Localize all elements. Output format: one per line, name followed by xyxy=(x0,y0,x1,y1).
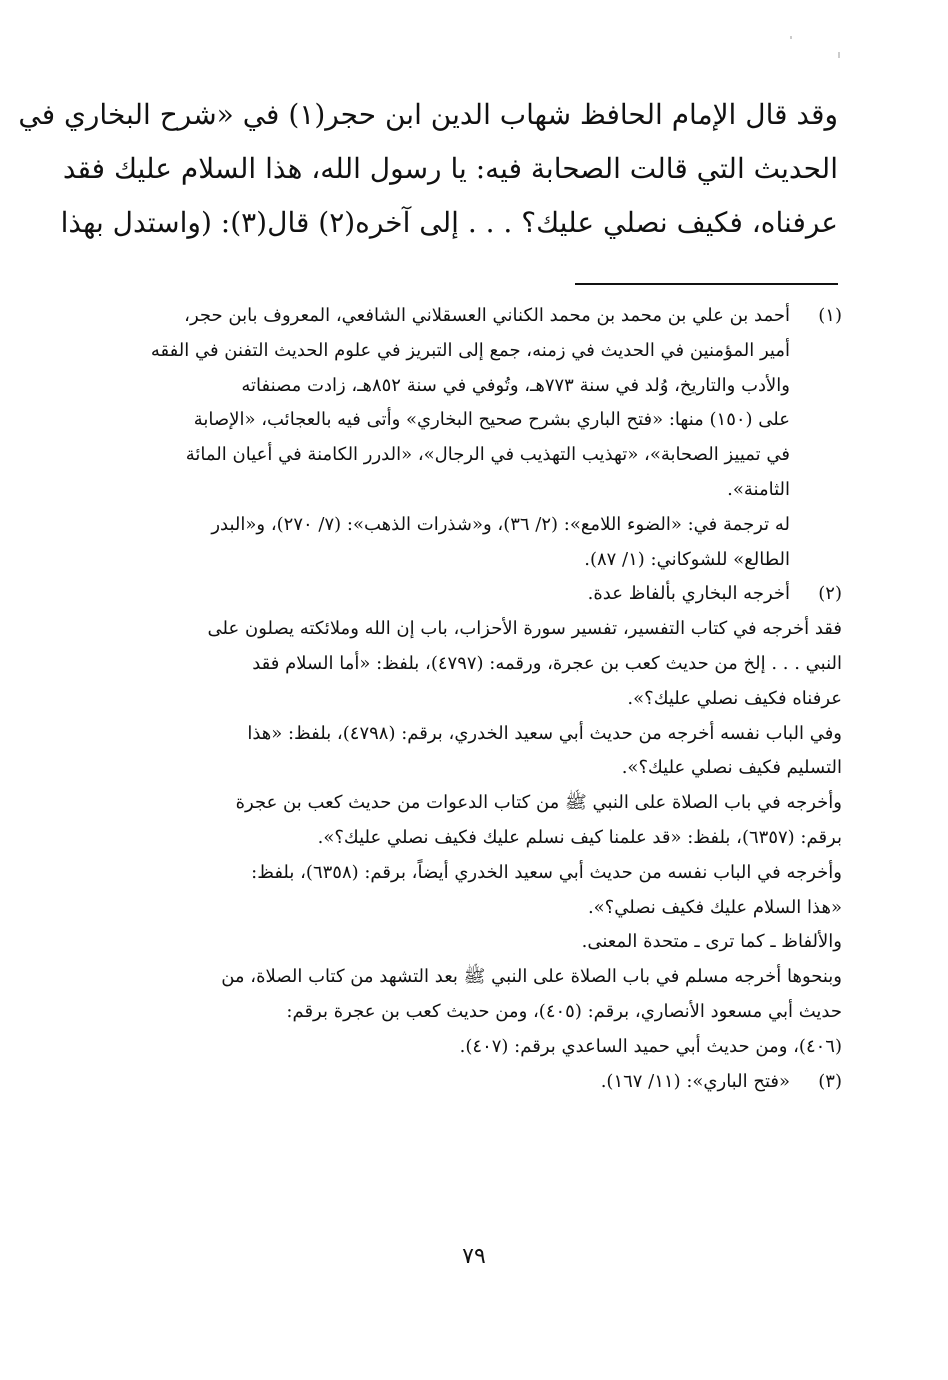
footnote-body xyxy=(108,1065,790,1100)
footnote-line: وأخرجه في باب الصلاة على النبي ﷺ من كتاب الدعوات من حديث كعب بن عجرة xyxy=(235,792,842,814)
footnote-1 xyxy=(108,299,842,508)
footnote-line: له ترجمة في: «الضوء اللامع»: (٢/ ٣٦)، و«شذرات الذهب»: (٧/ ٢٧٠)، و«البدر xyxy=(211,513,790,535)
main-body-text xyxy=(18,88,838,250)
footnote-line: فقد أخرجه في كتاب التفسير، تفسير سورة الأحزاب، باب إن الله وملائكته يصلون على xyxy=(207,618,842,640)
footnote-marker: (١) xyxy=(818,305,842,326)
footnote-line: (٤٠٦)، ومن حديث أبي حميد الساعدي برقم: (٤٠٧). xyxy=(459,1035,842,1057)
footnote-line: حديث أبي مسعود الأنصاري، برقم: (٤٠٥)، ومن حديث كعب بن عجرة برقم: xyxy=(286,1000,842,1022)
footnote-line: عرفناه فكيف نصلي عليك؟». xyxy=(627,687,842,709)
footnote-line: في تمييز الصحابة»، «تهذيب التهذيب في الرجال»، «الدرر الكامنة في أعيان المائة xyxy=(185,444,790,466)
scan-speck xyxy=(838,52,840,58)
footnote-line: الثامنة». xyxy=(727,478,790,500)
scan-speck xyxy=(790,36,792,39)
footnote-body xyxy=(108,577,790,612)
footnote-3 xyxy=(108,1065,842,1100)
footnote-line: «فتح الباري»: (١١/ ١٦٧). xyxy=(600,1070,790,1092)
footnote-line: النبي . . . إلخ من حديث كعب بن عجرة، ورقمه: (٤٧٩٧)، بلفظ: «أما السلام فقد xyxy=(252,652,842,674)
footnote-separator xyxy=(575,283,838,285)
footnote-line: وبنحوها أخرجه مسلم في باب الصلاة على النبي ﷺ بعد التشهد من كتاب الصلاة، من xyxy=(221,966,842,988)
main-text-line: عرفناه، فكيف نصلي عليك؟ . . . إلى آخره(٢) قال(٣): (واستدل بهذا xyxy=(60,206,838,239)
footnote-line: وفي الباب نفسه أخرجه من حديث أبي سعيد الخدري، برقم: (٤٧٩٨)، بلفظ: «هذا xyxy=(247,722,842,744)
footnote-line: أحمد بن علي بن محمد بن محمد الكناني العسقلاني الشافعي، المعروف بابن حجر، xyxy=(184,305,790,326)
main-text-line: الحديث التي قالت الصحابة فيه: يا رسول الله، هذا السلام عليك فقد xyxy=(62,152,838,185)
footnote-line: أمير المؤمنين في الحديث في زمنه، جمع إلى التبريز في علوم الحديث التفنن في الفقه xyxy=(150,339,790,361)
footnote-line: وأخرجه في الباب نفسه من حديث أبي سعيد الخدري أيضاً، برقم: (٦٣٥٨)، بلفظ: xyxy=(251,861,842,883)
footnote-line: على (١٥٠) منها: «فتح الباري بشرح صحيح البخاري» وأتى فيه بالعجائب، «الإصابة xyxy=(193,409,790,431)
footnote-line: التسليم فكيف نصلي عليك؟». xyxy=(621,757,842,779)
footnote-line: برقم: (٦٣٥٧)، بلفظ: «قد علمنا كيف نسلم عليك فكيف نصلي عليك؟». xyxy=(317,826,842,848)
footnotes-section xyxy=(108,299,842,1099)
footnote-line: الطالع» للشوكاني: (١/ ٨٧). xyxy=(584,548,790,570)
footnote-marker: (٣) xyxy=(818,1070,842,1092)
footnote-2 xyxy=(108,577,842,612)
footnote-line: والأدب والتاريخ، وُلد في سنة ٧٧٣هـ، وتُوفي في سنة ٨٥٢هـ، زادت مصنفاته xyxy=(241,374,790,396)
footnote-line: أخرجه البخاري بألفاظ عدة. xyxy=(587,583,790,605)
footnote-body xyxy=(108,299,790,508)
page-number: ٧٩ xyxy=(462,1244,486,1269)
footnote-marker: (٢) xyxy=(818,583,842,605)
footnote-line: «هذا السلام عليك فكيف نصلي؟». xyxy=(587,896,842,918)
footnote-line: والألفاظ ـ كما ترى ـ متحدة المعنى. xyxy=(581,931,842,953)
main-text-line: وقد قال الإمام الحافظ شهاب الدين ابن حجر(١) في «شرح البخاري في xyxy=(18,98,838,131)
